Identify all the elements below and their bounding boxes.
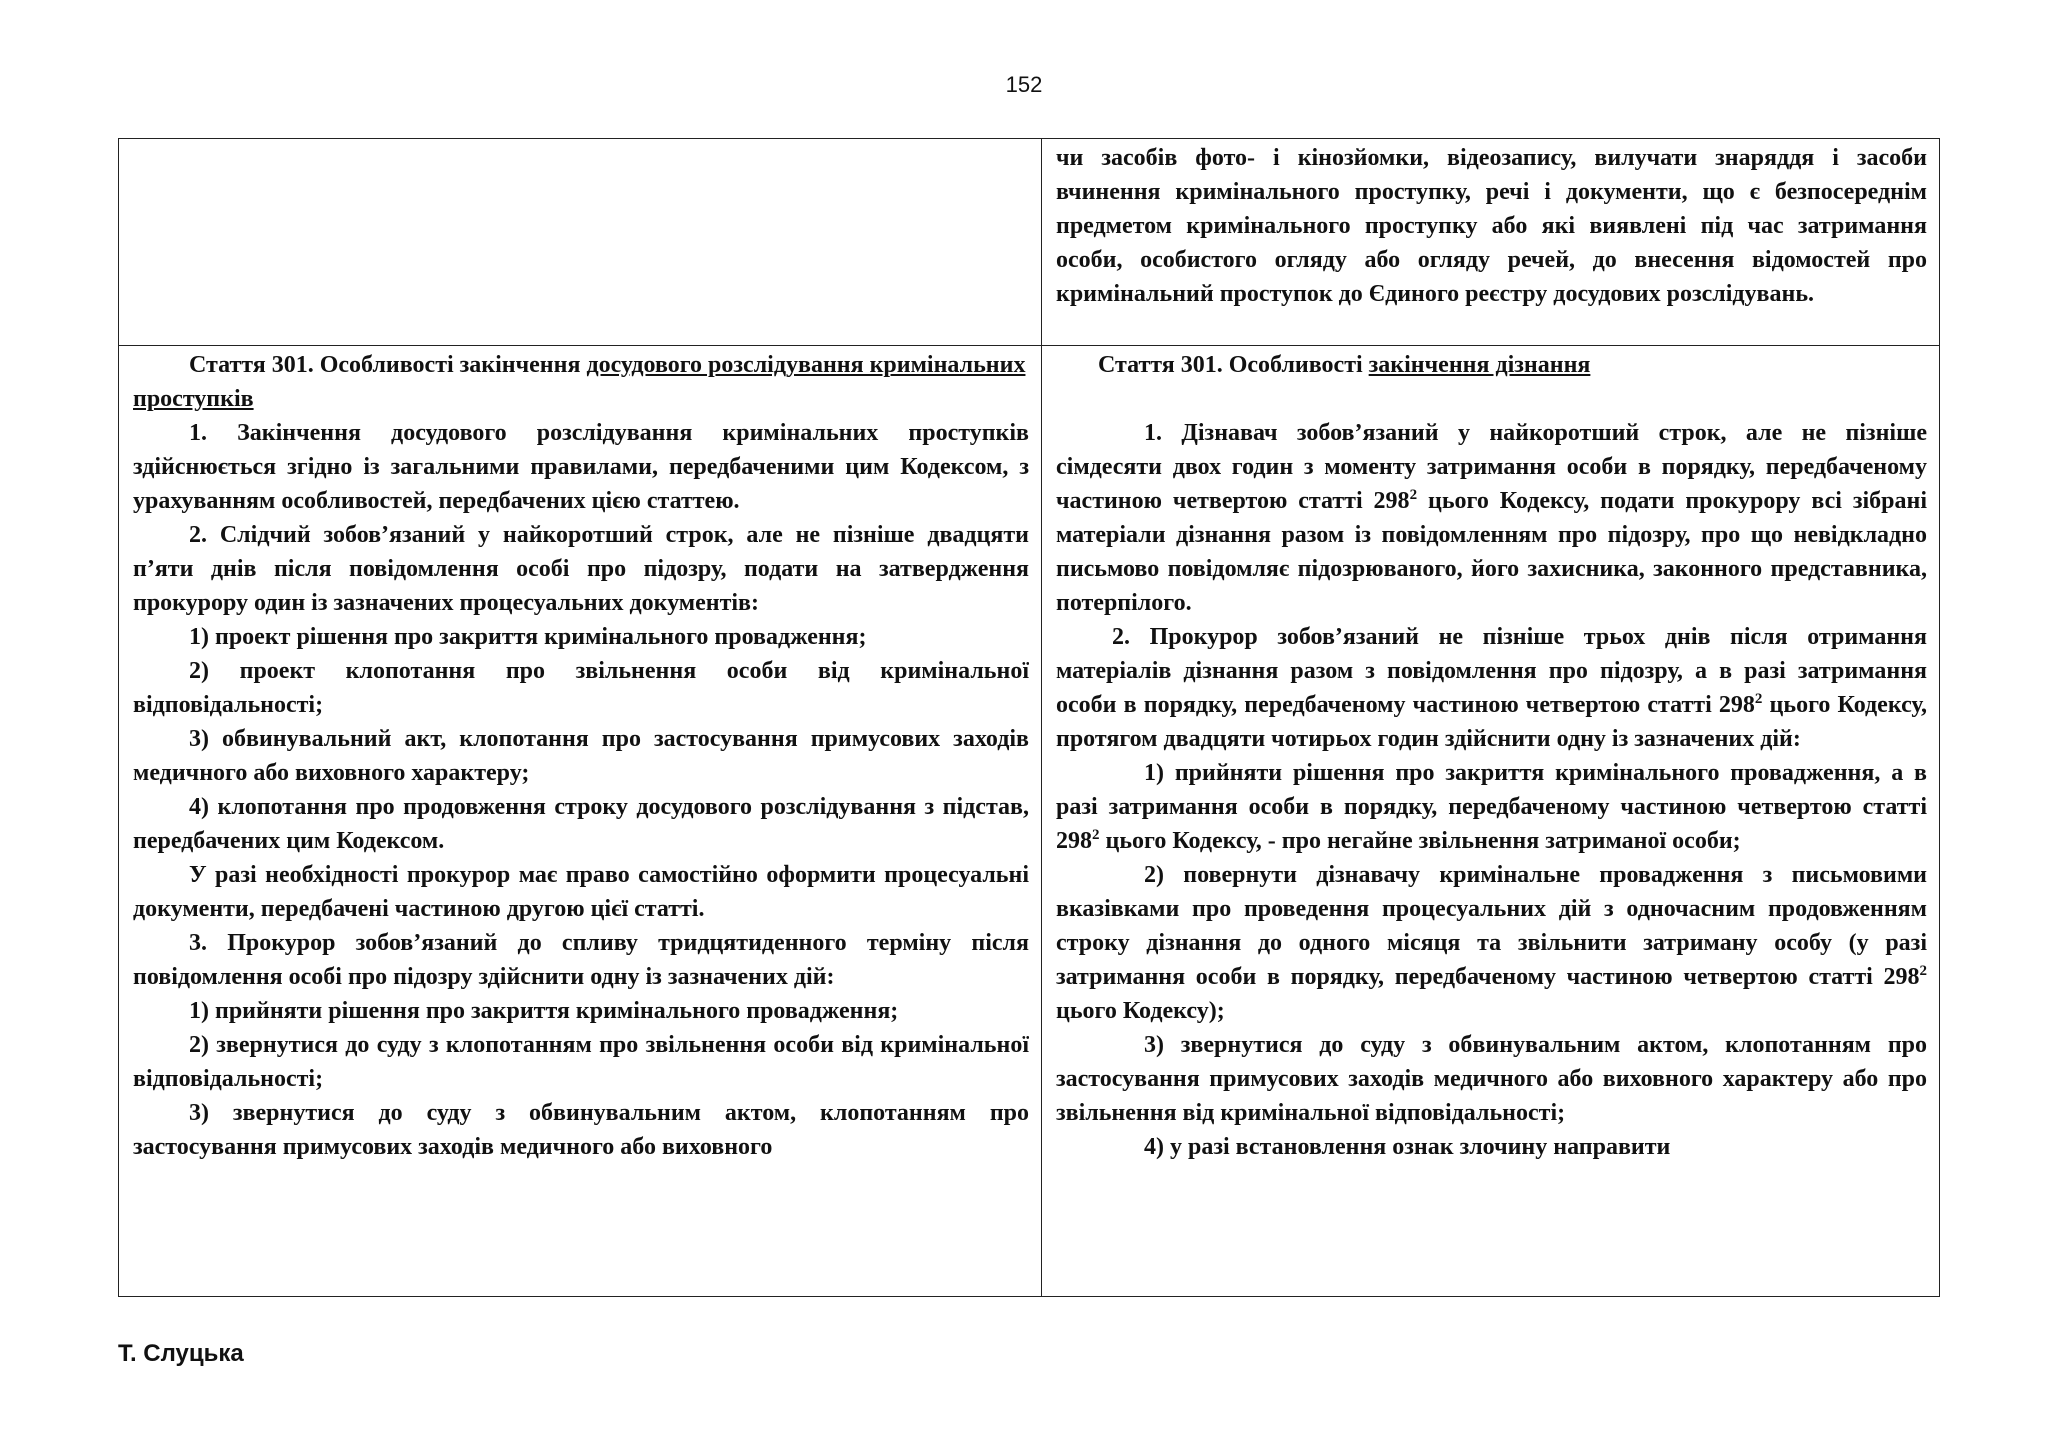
author-name: Т. Слуцька <box>118 1340 244 1367</box>
table-row-continuation <box>119 139 1940 346</box>
left-article-heading <box>133 348 1029 416</box>
right-heading-prefix: Стаття 301. Особливості <box>1098 352 1369 378</box>
left-paragraph-3: 3. Прокурор зобов’язаний до спливу тридцятиденного терміну після повідомлення особі про підозру здійснити одну із зазначених дій: <box>133 930 1029 990</box>
right-item-2-1-a: 1) прийняти рішення про закриття кримінального провадження, а в разі затримання особи в порядку, передбаченому частиною четвертою статті 298 <box>1056 760 1927 854</box>
right-item-2-3: 3) звернутися до суду з обвинувальним актом, клопотанням про застосування примусових заходів медичного або виховного характеру або про звільнення від кримінальної відповідальності; <box>1056 1032 1927 1126</box>
superscript-2: 2 <box>1092 827 1100 843</box>
superscript-2: 2 <box>1919 963 1927 979</box>
left-paragraph-2-tail: У разі необхідності прокурор має право самостійно оформити процесуальні документи, передбачені частиною другою цієї статті. <box>133 862 1029 922</box>
left-heading-prefix: Стаття 301. Особливості закінчення <box>189 352 587 378</box>
right-p2-a: 2. Прокурор зобов’язаний не пізніше трьох днів після отримання матеріалів дізнання разом з повідомлення про підозру, а в разі затримання особи в порядку, передбаченому частиною четвертою статті 298 <box>1056 624 1927 718</box>
comparison-table <box>118 138 1940 1297</box>
right-heading-underlined: закінчення дізнання <box>1368 352 1591 378</box>
table-row-article-301 <box>119 346 1940 1297</box>
right-item-2-4: 4) у разі встановлення ознак злочину направити <box>1144 1134 1671 1160</box>
superscript-2: 2 <box>1754 691 1763 707</box>
right-item-2-1 <box>1056 756 1927 858</box>
cell-right-article <box>1042 346 1940 1297</box>
left-item-2-3: 3) обвинувальний акт, клопотання про застосування примусових заходів медичного або виховного характеру; <box>133 726 1029 786</box>
right-item-2-2 <box>1056 858 1927 1028</box>
left-item-3-3: 3) звернутися до суду з обвинувальним актом, клопотанням про застосування примусових заходів медичного або виховного <box>133 1100 1029 1160</box>
left-item-2-1: 1) проект рішення про закриття кримінального провадження; <box>189 624 867 650</box>
right-item-2-2-a: 2) повернути дізнавачу кримінальне провадження з письмовими вказівками про проведення процесуальних дій з одночасним продовженням строку дізнання до одного місяця та звільнити затриману особу (у разі затримання особи в порядку, передбаченому частиною четвертою статті 298 <box>1056 862 1927 990</box>
right-article-heading <box>1056 348 1927 382</box>
left-heading-underlined: досудового розслідування кримінальних проступків <box>133 352 1026 412</box>
left-item-2-4: 4) клопотання про продовження строку досудового розслідування з підстав, передбачених цим Кодексом. <box>133 794 1029 854</box>
right-paragraph-1 <box>1056 416 1927 620</box>
cell-right-continuation <box>1042 139 1940 346</box>
left-paragraph-2: 2. Слідчий зобов’язаний у найкоротший строк, але не пізніше двадцяти п’яти днів після повідомлення особі про підозру, подати на затвердження прокурору один із зазначених процесуальних документів: <box>133 522 1029 616</box>
left-item-3-1: 1) прийняти рішення про закриття кримінального провадження; <box>189 998 899 1024</box>
right-paragraph-2 <box>1056 620 1927 756</box>
right-p2-b: цього Кодексу, протягом двадцяти чотирьох годин здійснити одну із зазначених дій: <box>1056 692 1927 752</box>
left-item-3-2: 2) звернутися до суду з клопотанням про звільнення особи від кримінальної відповідальності; <box>133 1032 1029 1092</box>
cell-left-empty <box>119 139 1042 346</box>
right-item-2-2-b: цього Кодексу); <box>1056 998 1225 1024</box>
page-number: 152 <box>1005 72 1043 97</box>
right-item-2-1-b: цього Кодексу, - про негайне звільнення затриманої особи; <box>1099 828 1741 854</box>
continuation-text: чи засобів фото- і кінозйомки, відеозапису, вилучати знаряддя і засоби вчинення кримінального проступку, речі і документи, що є безпосереднім предметом кримінального проступку або які виявлені під час затримання особи, особистого огляду або огляду речей, до внесення відомостей про кримінальний проступок до Єдиного реєстру досудових розслідувань. <box>1056 145 1927 307</box>
blank-line <box>1056 382 1927 416</box>
cell-left-article <box>119 346 1042 1297</box>
left-item-2-2: 2) проект клопотання про звільнення особи від кримінальної відповідальності; <box>133 658 1029 718</box>
right-p1-a: 1. Дізнавач зобов’язаний у найкоротший строк, але не пізніше сімдесяти двох годин з моменту затримання особи в порядку, передбаченому частиною четвертою статті 298 <box>1056 420 1927 514</box>
left-paragraph-1: 1. Закінчення досудового розслідування кримінальних проступків здійснюється згідно із загальними правилами, передбаченими цим Кодексом, з урахуванням особливостей, передбачених цією статтею. <box>133 420 1029 514</box>
superscript-2: 2 <box>1409 487 1418 503</box>
right-p1-b: цього Кодексу, подати прокурору всі зібрані матеріали дізнання разом із повідомленням про підозру, про що невідкладно письмово повідомляє підозрюваного, його захисника, законного представника, потерпілого. <box>1056 488 1927 616</box>
